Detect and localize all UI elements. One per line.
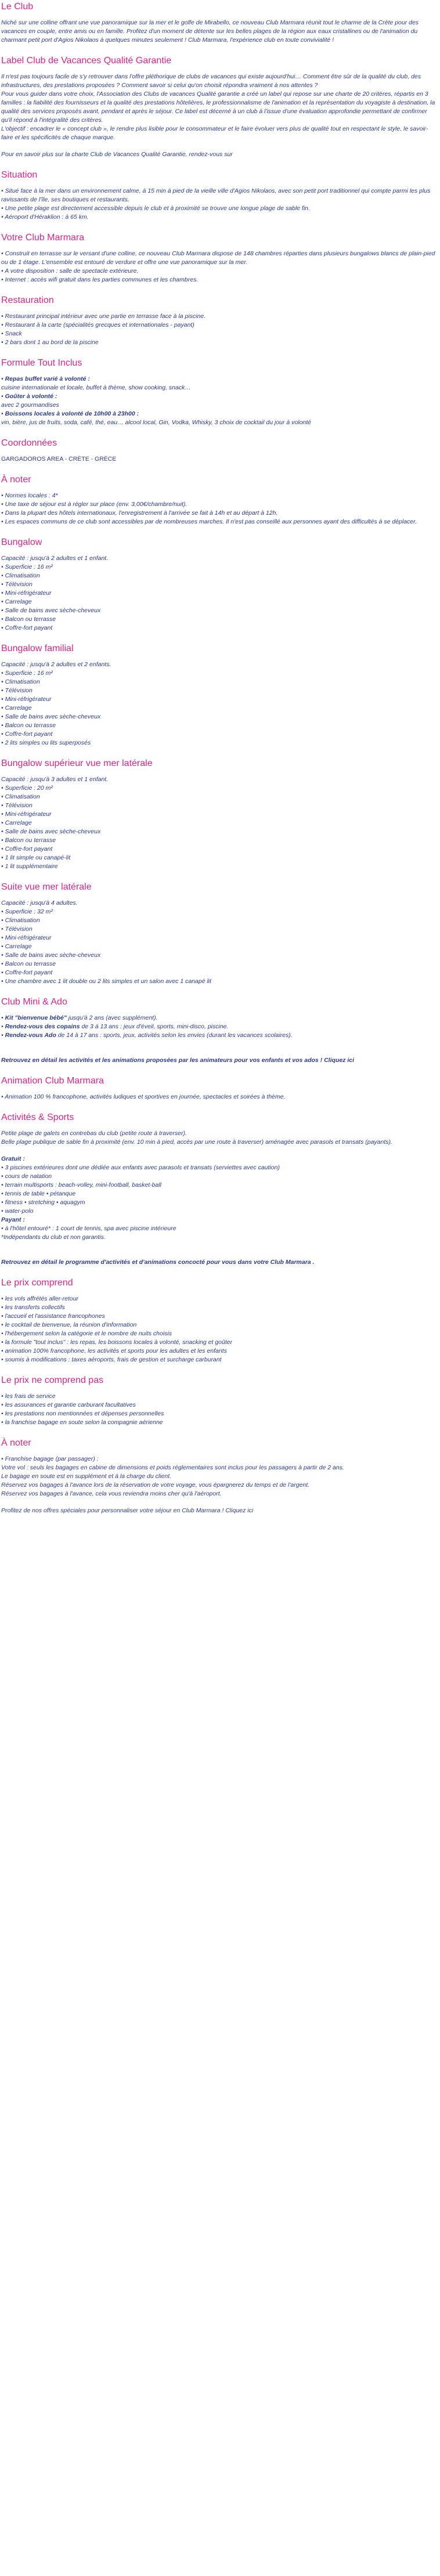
list-item: • Restaurant à la carte (spécialités grecques et internationales - payant) bbox=[1, 321, 439, 330]
list-item: • Aéroport d'Héraklion : à 65 km. bbox=[1, 213, 439, 222]
list-item: • terrain multisports : beach-volley, mini-football, basket-ball bbox=[1, 1181, 439, 1190]
noter-list bbox=[1, 492, 439, 526]
list-item: • Mini-réfrigérateur bbox=[1, 810, 439, 819]
list-item: • A votre disposition : salle de spectacle extérieure. bbox=[1, 267, 439, 276]
section-formule: Formule Tout Inclus • Repas buffet varié à volonté : cuisine internationale et locale, buffet à thème, show cooking, snack… • Goûter à volonté : avec 2 gourmandises • Boissons locales à volonté de 10h00 à 23h00 : vin, bière, jus de fruits, soda, café, thé, eau… alcool local, Gin, Vodka, Whisky, 3 choix de cocktail du jour à volonté bbox=[1, 357, 439, 427]
list-item: • Coffre-fort payant bbox=[1, 730, 439, 739]
section-title: À noter bbox=[1, 1438, 31, 1448]
footnote: *Indépendants du club et non garantis. bbox=[1, 1234, 106, 1241]
list-item: • Carrelage bbox=[1, 942, 439, 951]
list-item: • Coffre-fort payant bbox=[1, 624, 439, 633]
list-item: • les vols affrétés aller-retour bbox=[1, 1295, 439, 1303]
list-item: • Climatisation bbox=[1, 916, 439, 925]
section-club-mini: Club Mini & Ado • Kit "bienvenue bébé" jusqu'à 2 ans (avec supplément). • Rendez-vous des copains de 3 à 13 ans : jeux d'éveil, sports, mini-disco, piscine. • Rendez-vous Ado de 14 à 17 ans : sports, jeux, activités selon les envies (durant les vacances scolaires). Retrouvez en détail les activités et les animations proposées par les animateurs pour vos enfants et vos ados ! Cliquez ici bbox=[1, 996, 439, 1065]
list-item: • Normes locales : 4* bbox=[1, 492, 439, 500]
section-coordonnees bbox=[1, 438, 439, 464]
list-item: • Une taxe de séjour est à régler sur place (env. 3,00€/chambre/nuit). bbox=[1, 500, 439, 509]
intro-paragraph: Niché sur une colline offrant une vue panoramique sur la mer et le golfe de Mirabello, ce nouveau Club Marmara réunit tout le charme de la Crète pour des vacances en couple, entre amis ou en famille. Profitez d'un moment de détente sur les belles plages de la région aux eaux cristallines ou de l'animation du charmant petit port d'Agios Nikolaos à quelques minutes seulement ! Club Marmara, l'expérience club en toute convivialité ! bbox=[1, 19, 419, 44]
section-title: Coordonnées bbox=[1, 438, 57, 448]
copains-label: Rendez-vous des copains bbox=[5, 1023, 80, 1030]
list-item: • Salle de bains avec sèche-cheveux bbox=[1, 606, 439, 615]
label-paragraph: Pour vous guider dans votre choix, l'Association des Clubs de vacances Qualité garantie a créé un label qui repose sur une charte de 20 critères, répartis en 3 familles : la fiabilité des fournisseurs et la qualité des prestations hôtelières, le professionnalisme de l'animation et la représentation du voyagiste à destination, la qualité des services proposés avant, pendant et après le séjour. Ce label est décerné à un club à l'issue d'une évaluation approfondie permettant de confirmer qu'il répond à l'intégralité des critères. bbox=[1, 91, 435, 124]
list-item: • à l'hôtel entouré* : 1 court de tennis, spa avec piscine intérieure bbox=[1, 1224, 439, 1233]
bagage-text: Réservez vos bagages à l'avance lors de la réservation de votre voyage, vous épargnerez du temps et de l'argent. bbox=[1, 1482, 310, 1488]
section-title: Bungalow familial bbox=[1, 644, 74, 653]
section-title: Le prix ne comprend pas bbox=[1, 1375, 104, 1385]
list-item: • Les espaces communs de ce club sont accessibles par de nombreuses marches. Il n'est pas conseillé aux personnes ayant des difficultés à se déplacer. bbox=[1, 518, 439, 526]
list-item: • Coffre-fort payant bbox=[1, 845, 439, 854]
section-title: Votre Club Marmara bbox=[1, 233, 85, 243]
list-item: • tennis de table • pétanque bbox=[1, 1190, 439, 1198]
bagage-text: Le bagage en soute est en supplément et à la charge du client. bbox=[1, 1473, 172, 1480]
bagage-list bbox=[1, 1455, 439, 1464]
list-item: • 1 lit supplémentaire bbox=[1, 862, 439, 871]
list-item: • Salle de bains avec sèche-cheveux bbox=[1, 828, 439, 836]
bagage-text: Votre vol : seuls les bagages en cabine de dimensions et poids réglementaires sont inclus pour les passagers à partir de 2 ans. bbox=[1, 1464, 344, 1471]
list-item: • Carrelage bbox=[1, 819, 439, 828]
gratuit-label: Gratuit : bbox=[1, 1155, 25, 1162]
activites-intro: Petite plage de galets en contrebas du club (petite route à traverser). bbox=[1, 1130, 187, 1137]
section-votre-club bbox=[1, 232, 439, 284]
list-item: • 2 lits simples ou lits superposés bbox=[1, 739, 439, 747]
list-item: • Coffre-fort payant bbox=[1, 969, 439, 977]
kids-activities-link[interactable]: Retrouvez en détail les activités et les animations proposées par les animateurs pour vos enfants et vos ados ! Cliquez ici bbox=[1, 1057, 355, 1064]
room-features bbox=[1, 563, 439, 633]
section-situation bbox=[1, 169, 439, 222]
formule-label: Boissons locales à volonté de 10h00 à 23h00 : bbox=[5, 410, 139, 417]
formule-label: Goûter à volonté : bbox=[5, 393, 57, 400]
list-item: • Salle de bains avec sèche-cheveux bbox=[1, 713, 439, 721]
list-item: • fitness • stretching • aquagym bbox=[1, 1198, 439, 1207]
list-item: • les transferts collectifs bbox=[1, 1303, 439, 1312]
list-item: • la formule "tout inclus" : les repas, les boissons locales à volonté, snacking et goûter bbox=[1, 1338, 439, 1347]
section-title: Restauration bbox=[1, 295, 54, 305]
list-item: • Télévision bbox=[1, 687, 439, 695]
list-item: • la franchise bagage en soute selon la compagnie aérienne bbox=[1, 1418, 439, 1427]
kit-label: Kit "bienvenue bébé" bbox=[5, 1014, 67, 1021]
section-title: Activités & Sports bbox=[1, 1112, 74, 1122]
situation-list bbox=[1, 187, 439, 222]
offers-link[interactable]: Profitez de nos offres spéciales pour personnaliser votre séjour en Club Marmara ! Cliquez ici bbox=[1, 1507, 254, 1514]
section-activites bbox=[1, 1112, 439, 1267]
section-a-noter-2 bbox=[1, 1437, 439, 1515]
list-item: • le cocktail de bienvenue, la réunion d'information bbox=[1, 1321, 439, 1329]
section-title: Le Club bbox=[1, 2, 34, 12]
prix-list bbox=[1, 1295, 439, 1364]
section-suite bbox=[1, 881, 439, 986]
list-item: • l'hébergement selon la catégorie et le nombre de nuits choisis bbox=[1, 1329, 439, 1338]
list-item: • Superficie : 20 m² bbox=[1, 784, 439, 793]
list-item: • Construit en terrasse sur le versant d'une colline, ce nouveau Club Marmara dispose de 148 chambres réparties dans plusieurs bungalows blancs de plain-pied ou de 1 étage. L'ensemble est entouré de verdure et offre une vue panoramique sur la mer. bbox=[1, 250, 439, 267]
list-item: • Climatisation bbox=[1, 793, 439, 801]
list-item: • Dans la plupart des hôtels internationaux, l'enregistrement à l'arrivée se fait à 14h et au départ à 12h. bbox=[1, 509, 439, 518]
formule-text: vin, bière, jus de fruits, soda, café, thé, eau… alcool local, Gin, Vodka, Whisky, 3 choix de cocktail du jour à volonté bbox=[1, 419, 312, 426]
label-paragraph: L'objectif : encadrer le « concept club », le rendre plus lisible pour le consommateur et le faire évoluer vers plus de qualité tout en respectant le style, le savoir-faire et les spécificités de chaque marque. bbox=[1, 125, 428, 141]
section-le-club bbox=[1, 1, 439, 45]
section-title: Bungalow bbox=[1, 537, 42, 547]
label-paragraph: Il n'est pas toujours facile de s'y retrouver dans l'offre pléthorique de clubs de vacances qui existe aujourd'hui… Comment être sûr de la qualité du club, des infrastructures, des prestations proposées ? Comment savoir si celui qu'on choisit répondra vraiment à nos attentes ? bbox=[1, 73, 421, 89]
list-item: • Balcon ou terrasse bbox=[1, 960, 439, 969]
list-item: • Télévision bbox=[1, 580, 439, 589]
list-item: • Salle de bains avec sèche-cheveux bbox=[1, 951, 439, 960]
animation-list bbox=[1, 1093, 439, 1101]
section-bungalow-superieur bbox=[1, 758, 439, 871]
list-item: • Mini-réfrigérateur bbox=[1, 934, 439, 942]
section-title: À noter bbox=[1, 475, 31, 485]
list-item: • 3 piscines extérieures dont une dédiée aux enfants avec parasols et transats (serviettes avec caution) bbox=[1, 1164, 439, 1172]
section-bungalow-familial bbox=[1, 643, 439, 747]
formule-label: Repas buffet varié à volonté : bbox=[5, 375, 90, 382]
section-title: Situation bbox=[1, 170, 38, 180]
list-item: • Superficie : 32 m² bbox=[1, 908, 439, 916]
list-item: • les frais de service bbox=[1, 1392, 439, 1401]
list-item: • Une chambre avec 1 lit double ou 2 lits simples et un salon avec 1 canapé lit bbox=[1, 977, 439, 986]
section-prix-comprend bbox=[1, 1277, 439, 1364]
capacity: Capacité : jusqu'à 2 adultes et 1 enfant. bbox=[1, 555, 109, 562]
address: GARGADOROS AREA - CRÈTE - GRÈCE bbox=[1, 456, 117, 463]
section-title: Le prix comprend bbox=[1, 1278, 73, 1288]
restauration-list bbox=[1, 312, 439, 347]
list-item: • Superficie : 16 m² bbox=[1, 563, 439, 572]
list-item: • Snack bbox=[1, 330, 439, 338]
list-item: • Balcon ou terrasse bbox=[1, 721, 439, 730]
list-item: • cours de natation bbox=[1, 1172, 439, 1181]
list-item: • Carrelage bbox=[1, 598, 439, 606]
list-item: • Superficie : 16 m² bbox=[1, 669, 439, 678]
list-item: • 1 lit simple ou canapé-lit bbox=[1, 854, 439, 862]
payant-list bbox=[1, 1224, 439, 1233]
section-title: Bungalow supérieur vue mer latérale bbox=[1, 758, 153, 768]
activites-intro: Belle plage publique de sable fin à proximité (env. 10 min à pied, accès par une route à traverser) aménagée avec parasols et transats (payants). bbox=[1, 1139, 392, 1146]
section-title: Label Club de Vacances Qualité Garantie bbox=[1, 56, 172, 66]
section-label bbox=[1, 55, 439, 159]
list-item: • Situé face à la mer dans un environnement calme, à 15 min à pied de la vieille ville d'Agios Nikolaos, avec son petit port traditionnel qui compte parmi les plus ravissants de l'île, ses boutiques et restaurants. bbox=[1, 187, 439, 204]
room-features bbox=[1, 784, 439, 871]
capacity: Capacité : jusqu'à 3 adultes et 1 enfant. bbox=[1, 776, 109, 783]
ado-label: Rendez-vous Ado bbox=[5, 1032, 56, 1039]
list-item: • Climatisation bbox=[1, 678, 439, 687]
gratuit-list bbox=[1, 1164, 439, 1216]
club-list bbox=[1, 250, 439, 284]
list-item: • Internet : accès wifi gratuit dans les parties communes et les chambres. bbox=[1, 276, 439, 284]
list-item: • Franchise bagage (par passager) : bbox=[1, 1455, 439, 1464]
copains-text: de 3 à 13 ans : jeux d'éveil, sports, mini-disco, piscine. bbox=[80, 1023, 229, 1030]
room-features bbox=[1, 908, 439, 986]
capacity: Capacité : jusqu'à 4 adultes. bbox=[1, 899, 78, 906]
section-title: Formule Tout Inclus bbox=[1, 358, 82, 368]
section-bungalow bbox=[1, 537, 439, 633]
section-prix-ne-comprend bbox=[1, 1375, 439, 1427]
section-a-noter bbox=[1, 474, 439, 526]
list-item: • Une petite plage est directement accessible depuis le club et à proximité se trouve une longue plage de sable fin. bbox=[1, 204, 439, 213]
section-animation bbox=[1, 1075, 439, 1101]
formule-text: avec 2 gourmandises bbox=[1, 402, 59, 409]
list-item: • Climatisation bbox=[1, 572, 439, 580]
list-item: • Balcon ou terrasse bbox=[1, 615, 439, 624]
section-restauration bbox=[1, 295, 439, 347]
list-item: • Balcon ou terrasse bbox=[1, 836, 439, 845]
capacity: Capacité : jusqu'à 2 adultes et 2 enfants. bbox=[1, 661, 111, 668]
list-item: • Mini-réfrigérateur bbox=[1, 695, 439, 704]
formule-text: cuisine internationale et locale, buffet à thème, show cooking, snack… bbox=[1, 384, 191, 391]
list-item: • Restaurant principal intérieur avec une partie en terrasse face à la piscine. bbox=[1, 312, 439, 321]
ado-text: de 14 à 17 ans : sports, jeux, activités selon les envies (durant les vacances scolaires). bbox=[56, 1032, 293, 1039]
program-link[interactable]: Retrouvez en détail le programme d'activités et d'animations concocté pour vous dans votre Club Marmara . bbox=[1, 1259, 315, 1266]
list-item: • l'accueil et l'assistance francophones bbox=[1, 1312, 439, 1321]
list-item: • animation 100% francophone, les activités et sports pour les adultes et les enfants bbox=[1, 1347, 439, 1356]
list-item: • Mini-réfrigérateur bbox=[1, 589, 439, 598]
section-title: Suite vue mer latérale bbox=[1, 882, 92, 892]
list-item: • 2 bars dont 1 au bord de la piscine bbox=[1, 338, 439, 347]
section-title: Club Mini & Ado bbox=[1, 997, 67, 1007]
list-item: • water-polo bbox=[1, 1207, 439, 1216]
list-item: • Carrelage bbox=[1, 704, 439, 713]
label-link-text[interactable]: Pour en savoir plus sur la charte Club de Vacances Qualité Garantie, rendez-vous sur bbox=[1, 151, 233, 158]
list-item: • les prestations non mentionnées et dépenses personnelles bbox=[1, 1410, 439, 1418]
list-item: • les assurances et garantie carburant facultatives bbox=[1, 1401, 439, 1410]
bagage-text: Réservez vos bagages à l'avance, cela vous reviendra moins cher qu'à l'aéroport. bbox=[1, 1490, 222, 1497]
list-item: • Télévision bbox=[1, 801, 439, 810]
kit-text: jusqu'à 2 ans (avec supplément). bbox=[66, 1014, 158, 1021]
prix-exclus-list bbox=[1, 1392, 439, 1427]
section-title: Animation Club Marmara bbox=[1, 1076, 104, 1086]
payant-label: Payant : bbox=[1, 1216, 25, 1223]
room-features bbox=[1, 669, 439, 747]
list-item: • Télévision bbox=[1, 925, 439, 934]
list-item: • soumis à modifications : taxes aéroports, frais de gestion et surcharge carburant bbox=[1, 1356, 439, 1364]
list-item: • Animation 100 % francophone, activités ludiques et sportives en journée, spectacles et soirées à thème. bbox=[1, 1093, 439, 1101]
